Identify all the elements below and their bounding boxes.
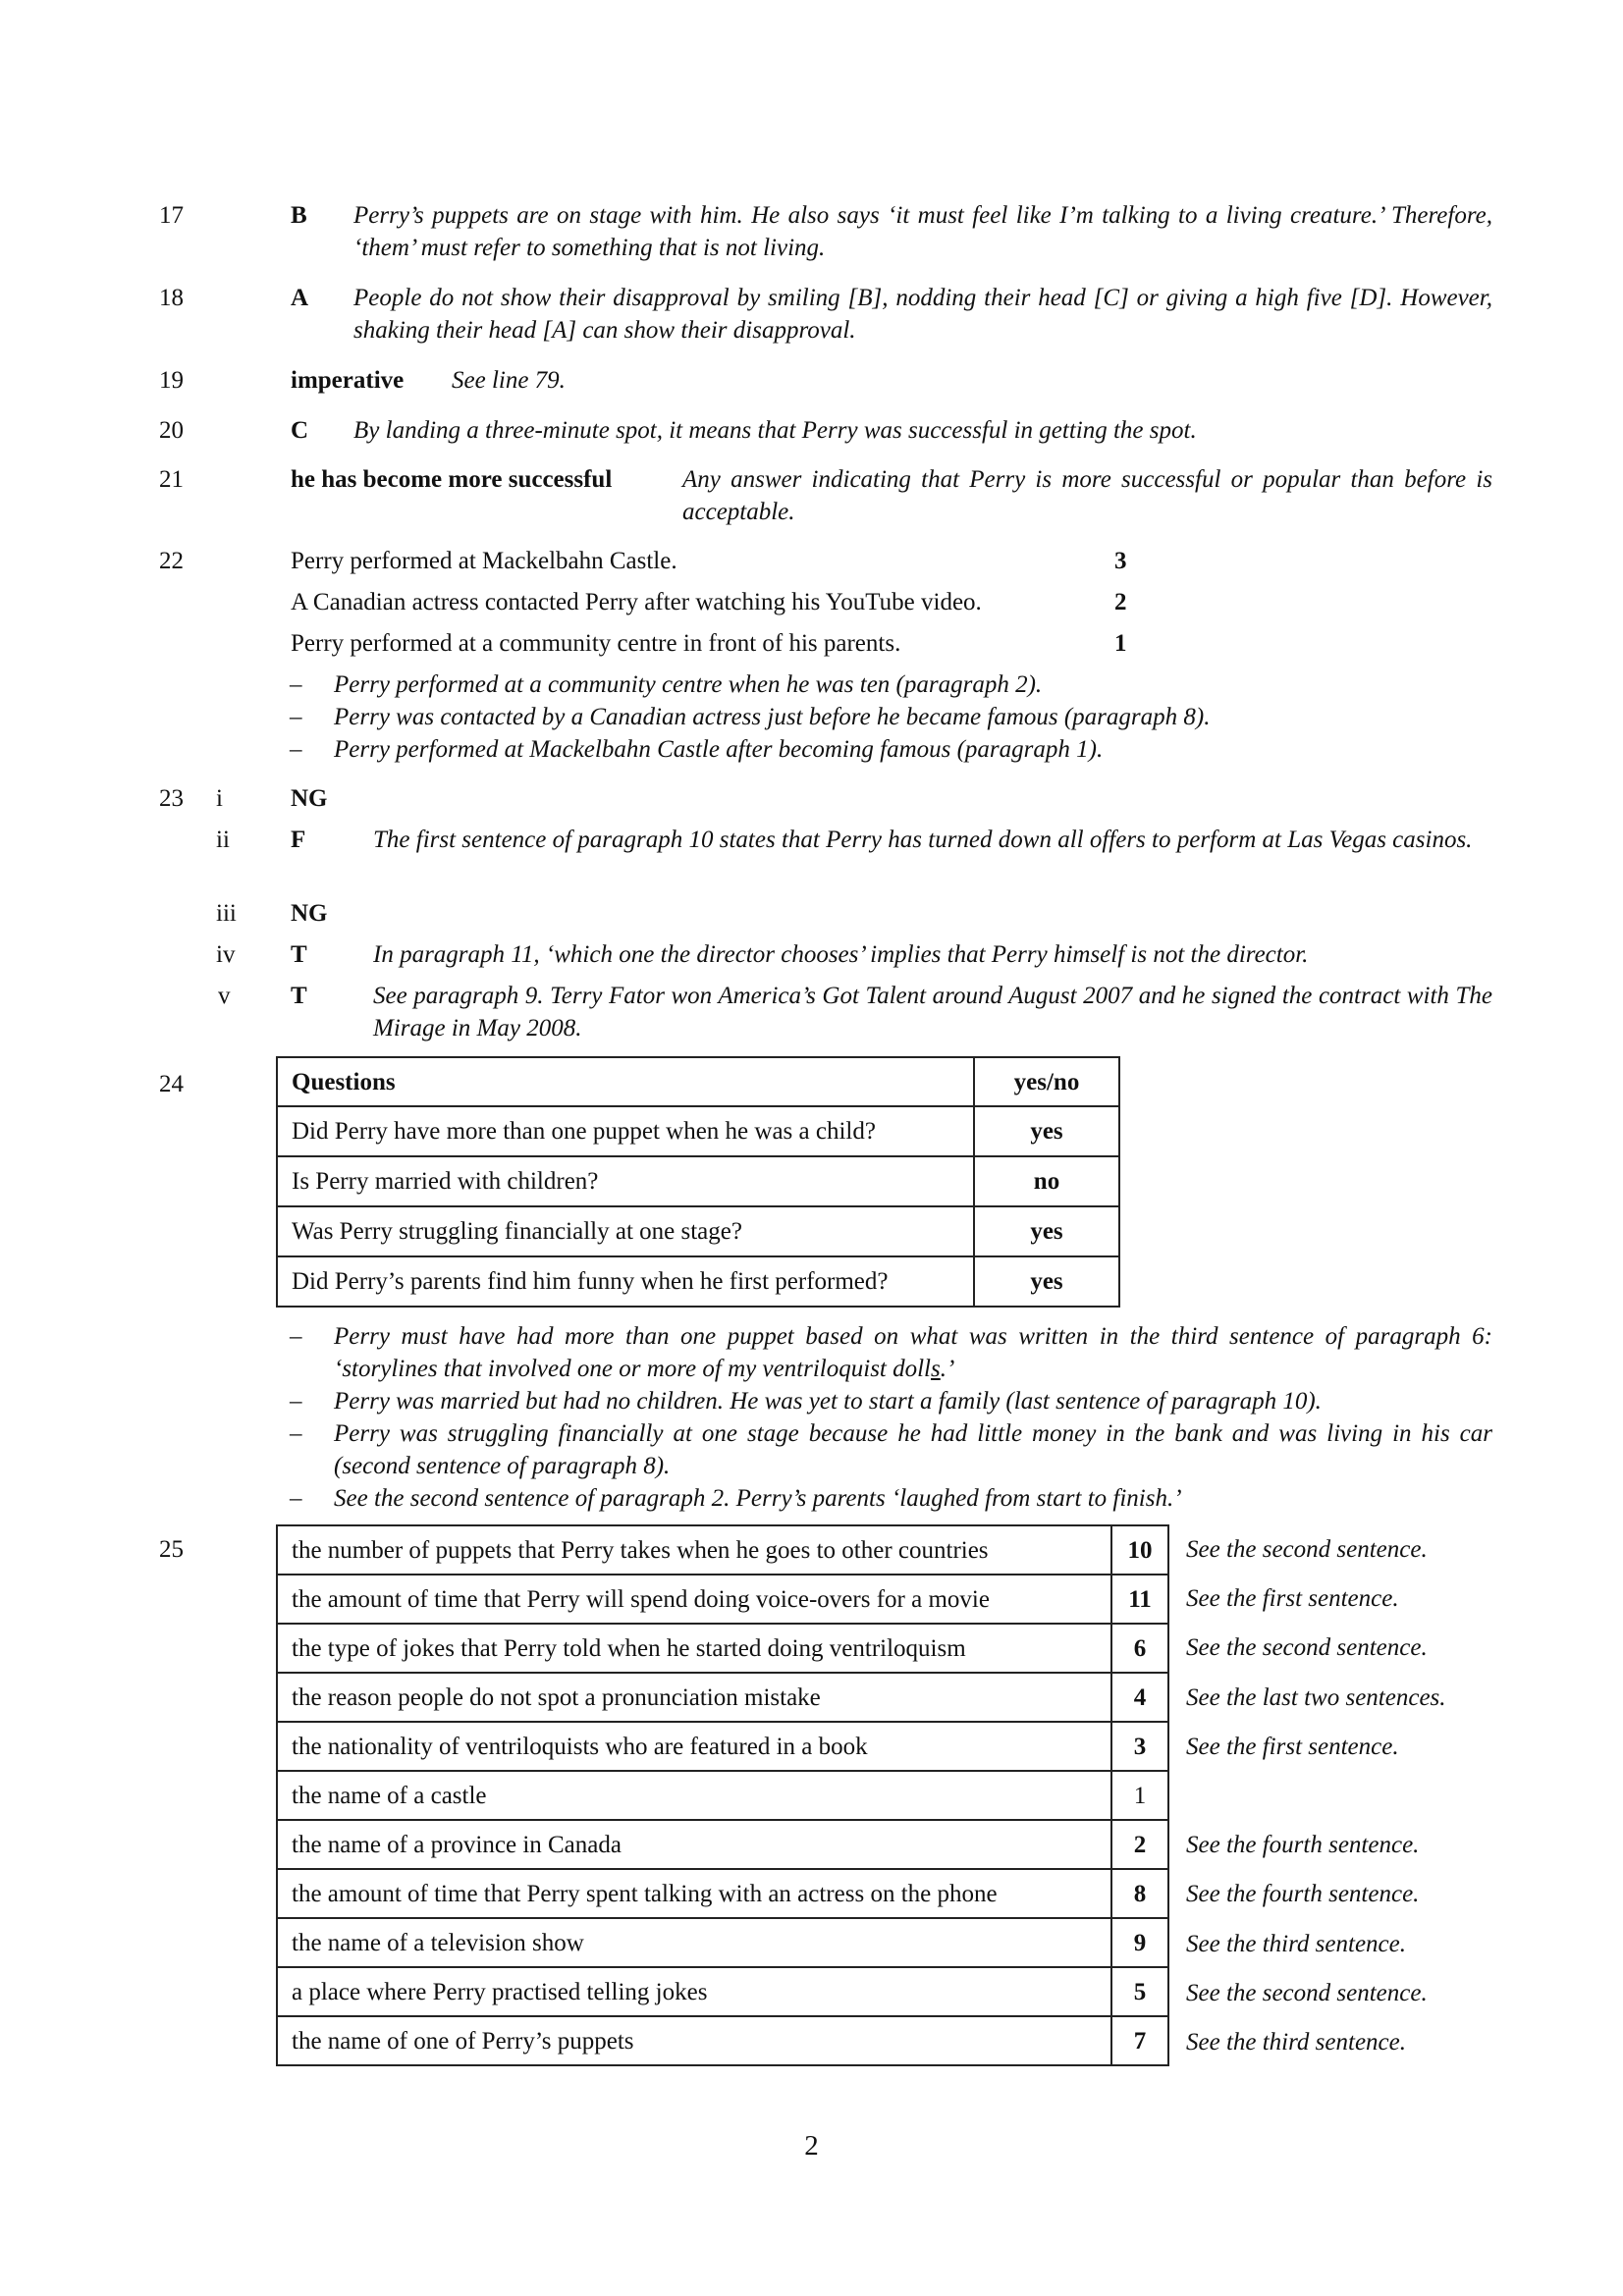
table-row bbox=[277, 1525, 1168, 1575]
answer-letter: B bbox=[291, 202, 307, 229]
paragraph-cell: 8 bbox=[1111, 1869, 1168, 1918]
header-questions: Questions bbox=[277, 1057, 974, 1106]
note-text: Perry was married but had no children. He was yet to start a family (last sentence of paragraph 10). bbox=[334, 1388, 1322, 1415]
question-number: 25 bbox=[159, 1536, 184, 1563]
roman-numeral: iii bbox=[216, 900, 237, 927]
note-text: Perry performed at Mackelbahn Castle after becoming famous (paragraph 1). bbox=[334, 736, 1104, 763]
note-text: Perry performed at a community centre when he was ten (paragraph 2). bbox=[334, 671, 1043, 698]
item-cell: the number of puppets that Perry takes when he goes to other countries bbox=[277, 1525, 1111, 1575]
paragraph-cell: 10 bbox=[1111, 1525, 1168, 1575]
paragraph-cell: 2 bbox=[1111, 1820, 1168, 1869]
question-number: 19 bbox=[159, 367, 184, 394]
item-cell: the reason people do not spot a pronunciation mistake bbox=[277, 1673, 1111, 1722]
answer-value: T bbox=[291, 983, 307, 1009]
answer-cell: no bbox=[974, 1156, 1119, 1206]
table-row bbox=[277, 1575, 1168, 1624]
explanation: Perry’s puppets are on stage with him. He also says ‘it must feel like I’m talking to a living creature.’ Therefore, ‘them’ must refer to something that is not living. bbox=[353, 202, 1492, 261]
item-cell: the name of a province in Canada bbox=[277, 1820, 1111, 1869]
dash-bullet: – bbox=[290, 671, 302, 698]
table-row bbox=[277, 1771, 1168, 1820]
item-cell: the amount of time that Perry will spend doing voice-overs for a movie bbox=[277, 1575, 1111, 1624]
event-order: 1 bbox=[1114, 630, 1127, 657]
dash-bullet: – bbox=[290, 736, 302, 763]
table-row bbox=[277, 1869, 1168, 1918]
explanation: The first sentence of paragraph 10 states that Perry has turned down all offers to perform at Las Vegas casinos. bbox=[373, 827, 1473, 853]
answer-word: imperative bbox=[291, 367, 405, 394]
paragraph-cell: 1 bbox=[1111, 1771, 1168, 1820]
explanation: See line 79. bbox=[452, 367, 566, 394]
question-cell: Was Perry struggling financially at one stage? bbox=[277, 1206, 974, 1256]
event-text: Perry performed at a community centre in front of his parents. bbox=[291, 630, 901, 657]
table-row bbox=[277, 1624, 1168, 1673]
event-text: Perry performed at Mackelbahn Castle. bbox=[291, 548, 677, 574]
table-row bbox=[277, 1967, 1168, 2016]
question-number: 24 bbox=[159, 1071, 184, 1097]
table-row bbox=[277, 1156, 1119, 1206]
yes-no-table bbox=[276, 1056, 1120, 1308]
note-text bbox=[334, 1320, 1492, 1385]
table-row bbox=[277, 1106, 1119, 1156]
question-cell: Did Perry have more than one puppet when he was a child? bbox=[277, 1106, 974, 1156]
explanation: Any answer indicating that Perry is more successful or popular than before is acceptable. bbox=[682, 466, 1492, 525]
page-number: 2 bbox=[804, 2130, 819, 2162]
answer-phrase: he has become more successful bbox=[291, 466, 613, 493]
explanation: See paragraph 9. Terry Fator won America’s Got Talent around August 2007 and he signed the contract with The Mirage in May 2008. bbox=[373, 983, 1492, 1041]
roman-numeral: ii bbox=[216, 827, 230, 853]
header-yes-no: yes/no bbox=[974, 1057, 1119, 1106]
item-cell: the name of a television show bbox=[277, 1918, 1111, 1967]
paragraph-cell: 5 bbox=[1111, 1967, 1168, 2016]
table-row bbox=[277, 1256, 1119, 1307]
roman-numeral: i bbox=[216, 785, 223, 812]
dash-bullet: – bbox=[290, 704, 302, 730]
dash-bullet: – bbox=[290, 1388, 302, 1415]
item-cell: the name of a castle bbox=[277, 1771, 1111, 1820]
answer-cell: yes bbox=[974, 1206, 1119, 1256]
answer-value: NG bbox=[291, 785, 328, 812]
event-order: 2 bbox=[1114, 589, 1127, 615]
item-cell: the nationality of ventriloquists who are featured in a book bbox=[277, 1722, 1111, 1771]
answer-value: F bbox=[291, 827, 306, 853]
question-number: 18 bbox=[159, 285, 184, 311]
table-row bbox=[277, 1673, 1168, 1722]
answer-value: NG bbox=[291, 900, 328, 927]
reference-note: See the fourth sentence. bbox=[1186, 1881, 1420, 1908]
answer-cell: yes bbox=[974, 1256, 1119, 1307]
matching-table bbox=[276, 1524, 1169, 2066]
explanation: In paragraph 11, ‘which one the director chooses’ implies that Perry himself is not the director. bbox=[373, 941, 1309, 968]
answer-value: T bbox=[291, 941, 307, 968]
reference-note: See the second sentence. bbox=[1186, 1979, 1428, 2006]
paragraph-cell: 7 bbox=[1111, 2016, 1168, 2065]
reference-note: See the last two sentences. bbox=[1186, 1683, 1446, 1711]
question-number: 20 bbox=[159, 417, 184, 444]
item-cell: the name of one of Perry’s puppets bbox=[277, 2016, 1111, 2065]
item-cell: the type of jokes that Perry told when he started doing ventriloquism bbox=[277, 1624, 1111, 1673]
answer-letter: C bbox=[291, 417, 309, 444]
roman-numeral: v bbox=[218, 983, 231, 1009]
note-text-end: .’ bbox=[940, 1356, 955, 1382]
table-header-row bbox=[277, 1057, 1119, 1106]
underlined-letter: s bbox=[931, 1356, 941, 1382]
answer-letter: A bbox=[291, 285, 309, 311]
question-number: 17 bbox=[159, 202, 184, 229]
paragraph-cell: 3 bbox=[1111, 1722, 1168, 1771]
paragraph-cell: 11 bbox=[1111, 1575, 1168, 1624]
table-row bbox=[277, 1722, 1168, 1771]
dash-bullet: – bbox=[290, 1323, 302, 1350]
table-row bbox=[277, 1918, 1168, 1967]
table-row bbox=[277, 1206, 1119, 1256]
paragraph-cell: 4 bbox=[1111, 1673, 1168, 1722]
reference-note: See the first sentence. bbox=[1186, 1733, 1399, 1760]
explanation: People do not show their disapproval by smiling [B], nodding their head [C] or giving a high five [D]. However, shaking their head [A] can show their disapproval. bbox=[353, 285, 1492, 344]
question-number: 21 bbox=[159, 466, 184, 493]
paragraph-cell: 9 bbox=[1111, 1918, 1168, 1967]
answer-cell: yes bbox=[974, 1106, 1119, 1156]
note-text: Perry was contacted by a Canadian actress just before he became famous (paragraph 8). bbox=[334, 704, 1211, 730]
item-cell: the amount of time that Perry spent talking with an actress on the phone bbox=[277, 1869, 1111, 1918]
paragraph-cell: 6 bbox=[1111, 1624, 1168, 1673]
note-text: Perry was struggling financially at one stage because he had little money in the bank and was living in his car (second sentence of paragraph 8). bbox=[334, 1420, 1492, 1479]
reference-note: See the second sentence. bbox=[1186, 1634, 1428, 1662]
table-row bbox=[277, 2016, 1168, 2065]
question-number: 22 bbox=[159, 548, 184, 574]
note-text: See the second sentence of paragraph 2. Perry’s parents ‘laughed from start to finish.’ bbox=[334, 1485, 1182, 1512]
reference-note: See the fourth sentence. bbox=[1186, 1832, 1420, 1859]
question-number: 23 bbox=[159, 785, 184, 812]
reference-note: See the third sentence. bbox=[1186, 2029, 1406, 2056]
note-text-main: Perry must have had more than one puppet based on what was written in the third sentence of paragraph 6: ‘storylines that involved one or more of my ventriloquist doll bbox=[334, 1323, 1492, 1382]
event-text: A Canadian actress contacted Perry after watching his YouTube video. bbox=[291, 589, 982, 615]
dash-bullet: – bbox=[290, 1485, 302, 1512]
question-cell: Is Perry married with children? bbox=[277, 1156, 974, 1206]
reference-note: See the first sentence. bbox=[1186, 1585, 1399, 1613]
item-cell: a place where Perry practised telling jokes bbox=[277, 1967, 1111, 2016]
reference-note: See the second sentence. bbox=[1186, 1536, 1428, 1563]
event-order: 3 bbox=[1114, 548, 1127, 574]
roman-numeral: iv bbox=[216, 941, 236, 968]
question-cell: Did Perry’s parents find him funny when he first performed? bbox=[277, 1256, 974, 1307]
reference-note: See the third sentence. bbox=[1186, 1930, 1406, 1957]
dash-bullet: – bbox=[290, 1420, 302, 1447]
explanation: By landing a three-minute spot, it means that Perry was successful in getting the spot. bbox=[353, 417, 1197, 444]
table-row bbox=[277, 1820, 1168, 1869]
